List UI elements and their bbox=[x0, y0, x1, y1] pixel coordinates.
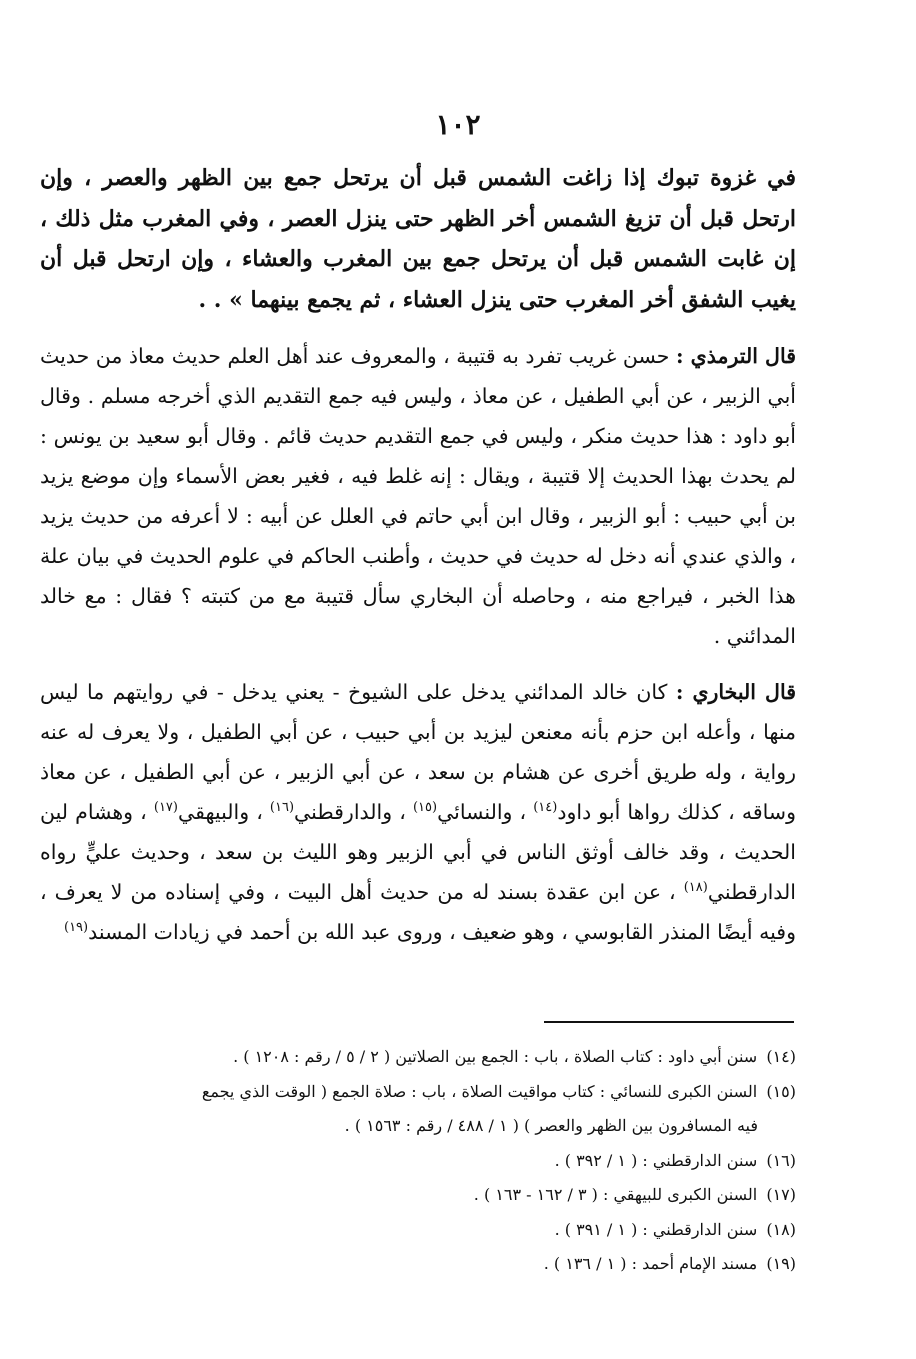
footnote-separator bbox=[544, 1021, 794, 1023]
footnote-number: (١٧) bbox=[766, 1185, 796, 1204]
bukhari-text-1: كان خالد المدائني يدخل على الشيوخ - يعني يدخل - في روايتهم ما ليس منها ، وأعله ابن حزم بأنه معنعن ليزيد بن أبي حبيب ، عن أبي الطفيل ، ولا يعرف له عنه رواية ، وله طريق أخرى عن هشام بن سعد ، عن أبي الزبير ، عن أبي الطفيل ، عن معاذ وساقه ، كذلك رواها أبو داود bbox=[40, 680, 797, 824]
footnote-15-continuation: فيه المسافرون بين الظهر والعصر ) ( ١ / ٤٨٨ / رقم : ١٥٦٣ ) . bbox=[344, 1116, 758, 1135]
footnote-ref-17[interactable]: (١٧) bbox=[153, 800, 178, 816]
body-text bbox=[40, 158, 796, 968]
footnote-text: مسند الإمام أحمد : ( ١ / ١٣٦ ) . bbox=[543, 1254, 758, 1273]
tirmidhi-paragraph bbox=[40, 336, 796, 656]
footnote-17 bbox=[40, 1178, 796, 1213]
bukhari-text-5: ، وهشام لين الحديث ، وقد خالف أوثق الناس في أبي الزبير وهو الليث بن سعد ، وحديث عليٍّ رواه الدارقطني bbox=[40, 800, 796, 904]
footnote-number: (١٥) bbox=[766, 1081, 796, 1101]
footnote-text: السنن الكبرى للبيهقي : ( ٣ / ١٦٢ - ١٦٣ ) . bbox=[473, 1185, 758, 1204]
hadith-paragraph: في غزوة تبوك إذا زاغت الشمس قبل أن يرتحل جمع بين الظهر والعصر ، وإن ارتحل قبل أن تزيغ الشمس أخر الظهر حتى ينزل العصر ، وفي المغرب مثل ذلك ، إن غابت الشمس قبل أن يرتحل جمع بين المغرب والعشاء ، وإن ارتحل قبل أن يغيب الشفق أخر المغرب حتى ينزل العشاء ، ثم يجمع بينهما » . . bbox=[40, 165, 796, 313]
footnote-18 bbox=[40, 1213, 796, 1248]
bukhari-text-3: ، والدارقطني bbox=[294, 800, 413, 824]
footnote-14 bbox=[40, 1040, 796, 1075]
tirmidhi-lead: قال الترمذي : bbox=[675, 344, 796, 368]
footnote-ref-19[interactable]: (١٩) bbox=[64, 920, 89, 936]
footnote-ref-18[interactable]: (١٨) bbox=[683, 880, 708, 896]
tirmidhi-text: حسن غريب تفرد به قتيبة ، والمعروف عند أهل العلم حديث معاذ من حديث أبي الزبير ، عن أبي الطفيل ، عن معاذ ، وليس فيه جمع التقديم الذي أخرجه مسلم . وقال أبو داود : هذا حديث منكر ، وليس في جمع التقديم حديث قائم . وقال أبو سعيد بن يونس : لم يحدث بهذا الحديث إلا قتيبة ، ويقال : إنه غلط فيه ، فغير بعض الأسماء وإن موضع يزيد بن أبي حبيب : أبو الزبير ، وقال ابن أبي حاتم في العلل عن أبيه : لا أعرفه من حديث يزيد ، والذي عندي أنه دخل له حديث في حديث ، وأطنب الحاكم في علوم الحديث في بيان علة هذا الخبر ، فيراجع منه ، وحاصله أن البخاري سأل قتيبة مع من كتبته ؟ فقال : مع خالد المدائني . bbox=[40, 344, 796, 648]
bukhari-text-4: ، والبيهقي bbox=[178, 800, 270, 824]
footnote-text: سنن الدارقطني : ( ١ / ٣٩١ ) . bbox=[554, 1219, 758, 1239]
footnote-text: سنن الدارقطني : ( ١ / ٣٩٢ ) . bbox=[554, 1150, 758, 1170]
footnote-ref-14[interactable]: (١٤) bbox=[533, 800, 558, 816]
bukhari-paragraph bbox=[40, 672, 796, 952]
footnote-number: (١٩) bbox=[766, 1254, 796, 1273]
footnote-number: (١٤) bbox=[766, 1047, 796, 1066]
footnote-16 bbox=[40, 1144, 796, 1179]
footnote-text: السنن الكبرى للنسائي : كتاب مواقيت الصلاة ، باب : صلاة الجمع ( الوقت الذي يجمع bbox=[201, 1081, 758, 1101]
footnote-number: (١٦) bbox=[766, 1150, 796, 1170]
footnote-15 bbox=[40, 1075, 796, 1110]
footnote-text: سنن أبي داود : كتاب الصلاة ، باب : الجمع بين الصلاتين ( ٢ / ٥ / رقم : ١٢٠٨ ) . bbox=[233, 1047, 758, 1066]
footnote-ref-16[interactable]: (١٦) bbox=[269, 800, 295, 816]
bukhari-text-6: ، عن ابن عقدة بسند له من حديث أهل البيت ، وفي إسناده من لا يعرف ، وفيه أيضًا المنذر القابوسي ، وهو ضعيف ، وروى عبد الله بن أحمد في زيادات المسند bbox=[40, 880, 796, 944]
bukhari-lead: قال البخاري : bbox=[675, 680, 796, 704]
footnote-number: (١٨) bbox=[766, 1219, 796, 1239]
footnote-19 bbox=[40, 1247, 796, 1282]
footnote-ref-15[interactable]: (١٥) bbox=[412, 800, 438, 816]
page-number: ١٠٢ bbox=[435, 108, 481, 141]
bukhari-text-2: ، والنسائي bbox=[437, 800, 534, 824]
footnotes bbox=[40, 1040, 796, 1282]
